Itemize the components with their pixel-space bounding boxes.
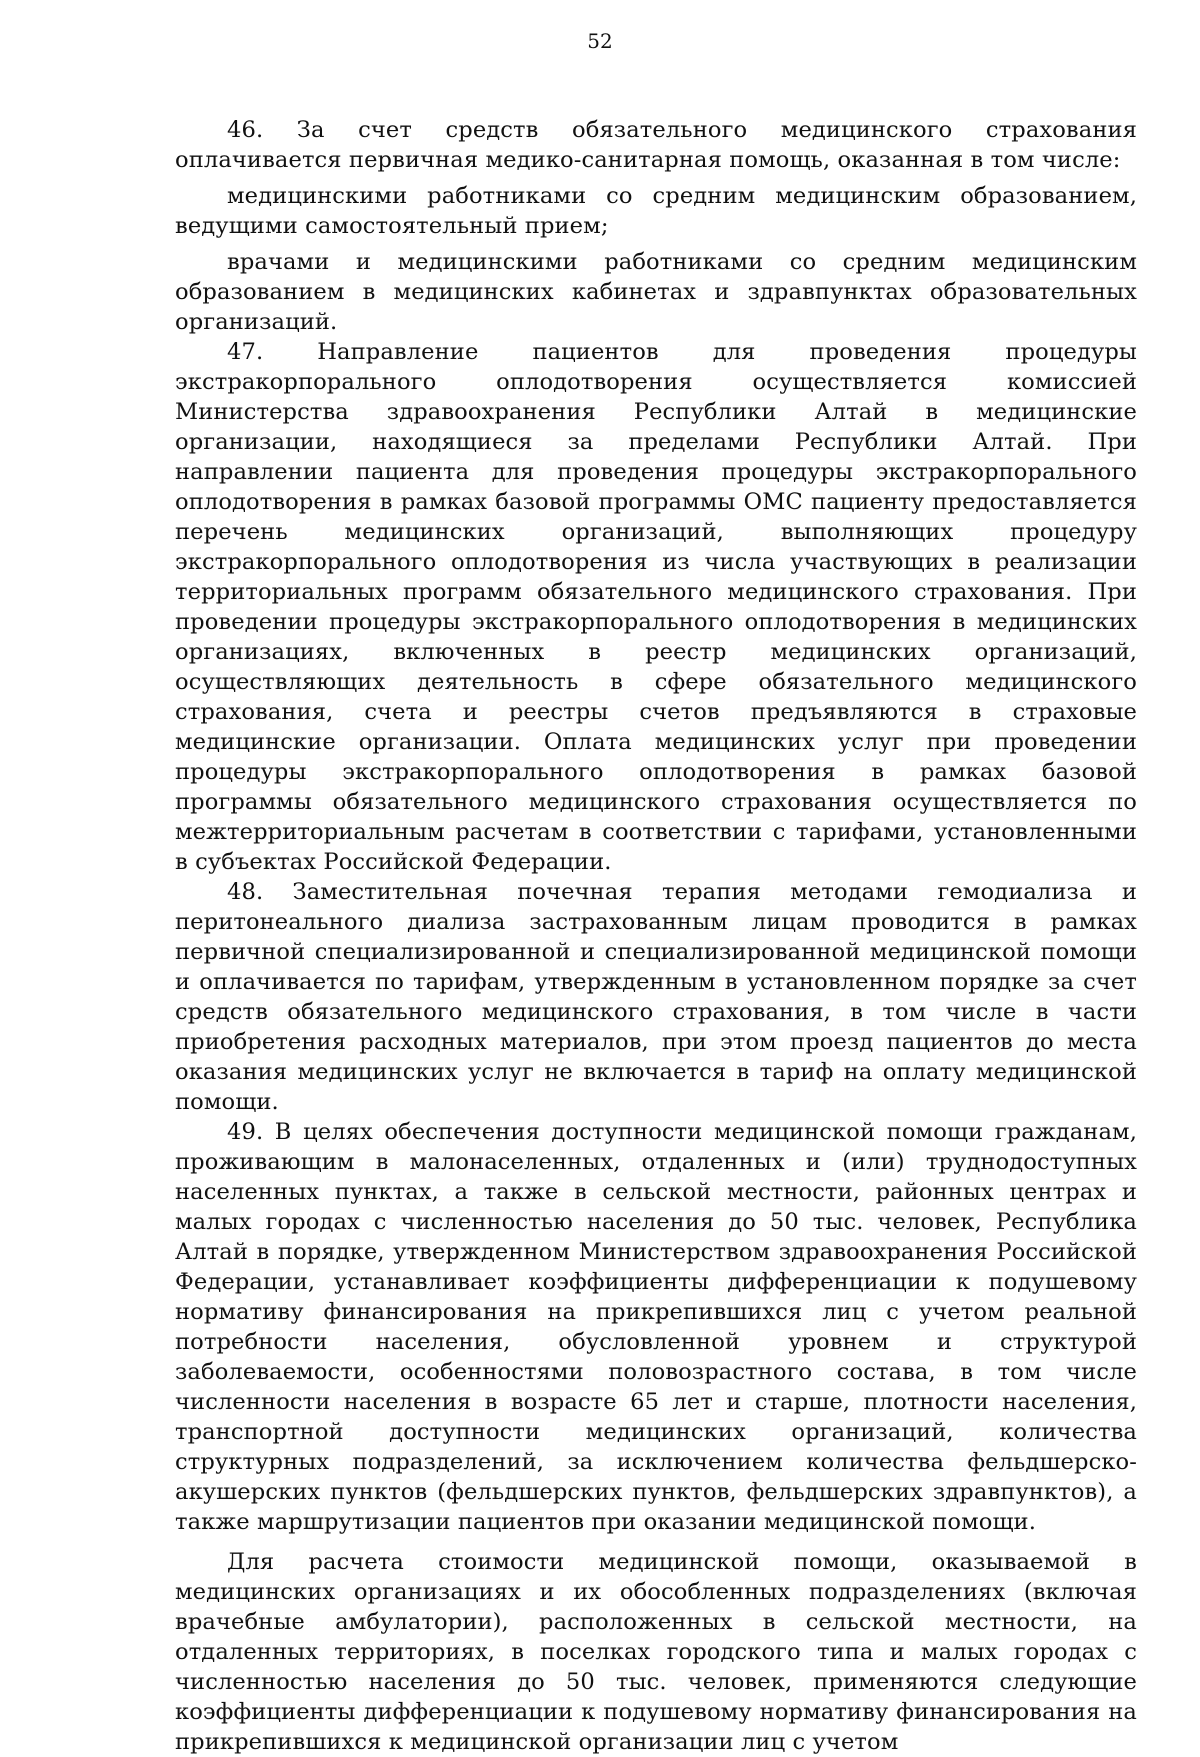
paragraph-46-item-2: врачами и медицинскими работниками со средним медицинским образованием в медицинских кабинетах и здравпунктах образовательных организаций.: [175, 249, 1137, 335]
paragraph-46: 46. За счет средств обязательного медицинского страхования оплачивается первичная медико-санитарная помощь, оказанная в том числе:: [175, 117, 1137, 173]
paragraph-46-item-1: медицинскими работниками со средним медицинским образованием, ведущими самостоятельный прием;: [175, 183, 1137, 239]
paragraph-48: 48. Заместительная почечная терапия методами гемодиализа и перитонеального диализа застрахованным лицам проводится в рамках первичной специализированной и специализированной медицинской помощи и оплачивается по тарифам, утвержденным в установленном порядке за счет средств обязательного медицинского страхования, в том числе в части приобретения расходных материалов, при этом проезд пациентов до места оказания медицинских услуг не включается в тариф на оплату медицинской помощи.: [175, 879, 1137, 1115]
document-body: [175, 115, 1137, 1757]
page-number: 52: [587, 29, 613, 53]
paragraph-coefficients-intro: Для расчета стоимости медицинской помощи, оказываемой в медицинских организациях и их обособленных подразделениях (включая врачебные амбулатории), расположенных в сельской местности, на отдаленных территориях, в поселках городского типа и малых городах с численностью населения до 50 тыс. человек, применяются следующие коэффициенты дифференциации к подушевому нормативу финансирования на прикрепившихся к медицинской организации лиц с учетом: [175, 1549, 1137, 1755]
paragraph-47: 47. Направление пациентов для проведения процедуры экстракорпорального оплодотворения осуществляется комиссией Министерства здравоохранения Республики Алтай в медицинские организации, находящиеся за пределами Республики Алтай. При направлении пациента для проведения процедуры экстракорпорального оплодотворения в рамках базовой программы ОМС пациенту предоставляется перечень медицинских организаций, выполняющих процедуру экстракорпорального оплодотворения из числа участвующих в реализации территориальных программ обязательного медицинского страхования. При проведении процедуры экстракорпорального оплодотворения в медицинских организациях, включенных в реестр медицинских организаций, осуществляющих деятельность в сфере обязательного медицинского страхования, счета и реестры счетов предъявляются в страховые медицинские организации. Оплата медицинских услуг при проведении процедуры экстракорпорального оплодотворения в рамках базовой программы обязательного медицинского страхования осуществляется по межтерриториальным расчетам в соответствии с тарифами, установленными в субъектах Российской Федерации.: [175, 339, 1137, 875]
paragraph-49: 49. В целях обеспечения доступности медицинской помощи гражданам, проживающим в малонаселенных, отдаленных и (или) труднодоступных населенных пунктах, а также в сельской местности, районных центрах и малых городах с численностью населения до 50 тыс. человек, Республика Алтай в порядке, утвержденном Министерством здравоохранения Российской Федерации, устанавливает коэффициенты дифференциации к подушевому нормативу финансирования на прикрепившихся лиц с учетом реальной потребности населения, обусловленной уровнем и структурой заболеваемости, особенностями половозрастного состава, в том числе численности населения в возрасте 65 лет и старше, плотности населения, транспортной доступности медицинских организаций, количества структурных подразделений, за исключением количества фельдшерско-акушерских пунктов (фельдшерских пунктов, фельдшерских здравпунктов), а также маршрутизации пациентов при оказании медицинской помощи.: [175, 1119, 1137, 1535]
